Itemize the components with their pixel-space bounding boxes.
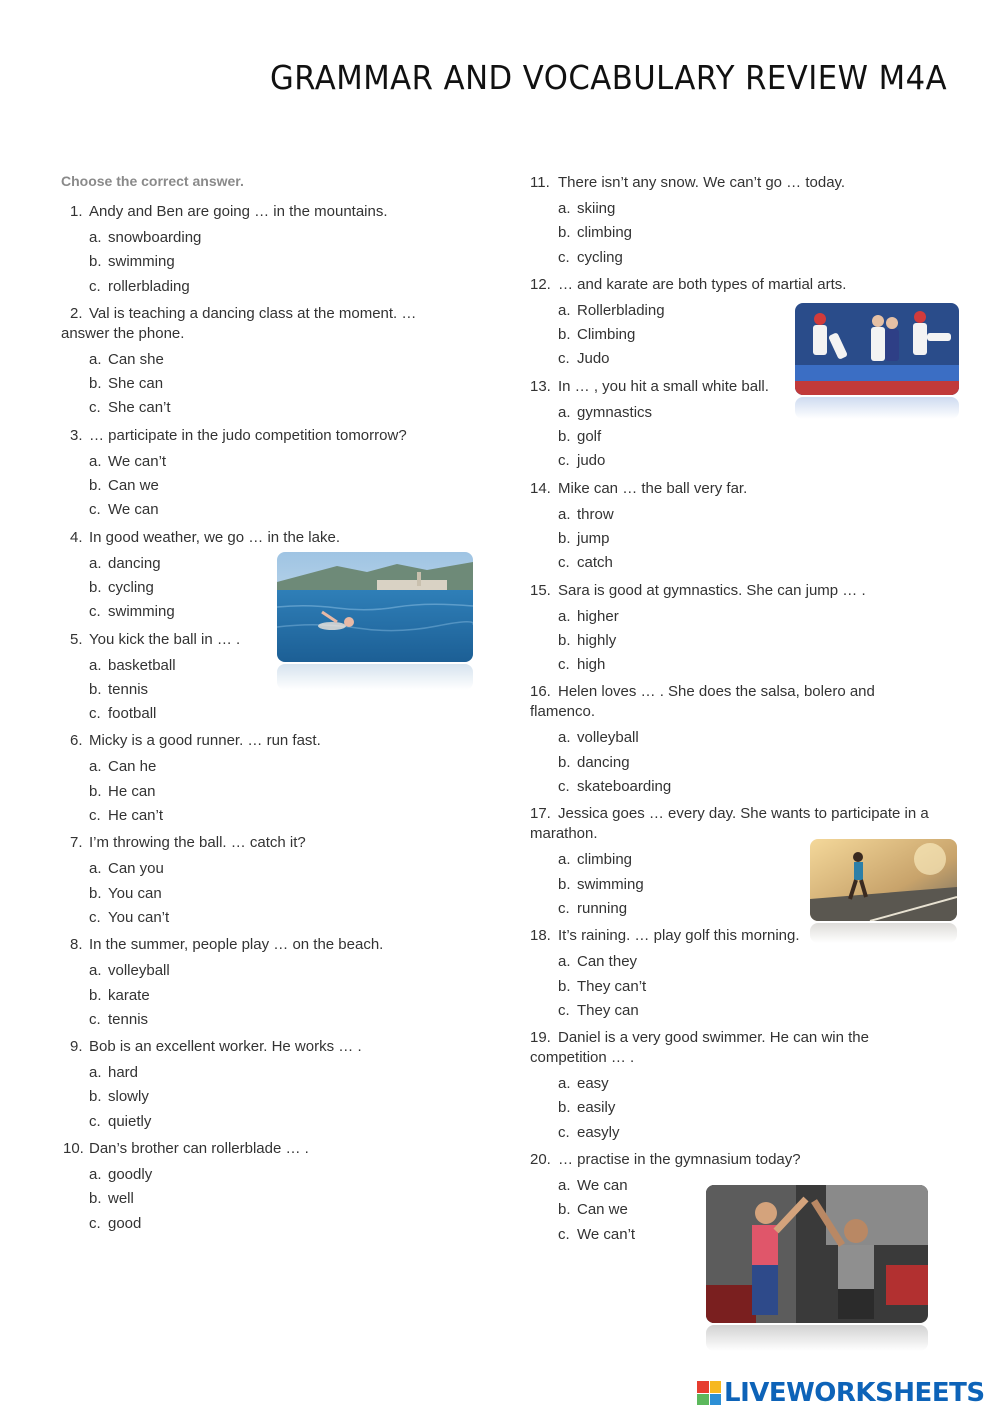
question-text: You kick the ball in … . bbox=[89, 630, 241, 648]
option-text: judo bbox=[577, 452, 606, 470]
option-b[interactable] bbox=[530, 527, 960, 551]
option-b[interactable] bbox=[61, 1085, 481, 1109]
option-letter: a. bbox=[89, 350, 102, 368]
option-letter: b. bbox=[89, 477, 102, 495]
option-c[interactable] bbox=[61, 906, 481, 930]
gym-high-five-photo bbox=[706, 1185, 928, 1323]
option-letter: c. bbox=[89, 399, 101, 417]
option-c[interactable] bbox=[61, 1110, 481, 1134]
option-letter: a. bbox=[558, 953, 571, 971]
option-letter: c. bbox=[558, 1123, 570, 1141]
question-text: Micky is a good runner. … run fast. bbox=[89, 732, 321, 750]
option-letter: b. bbox=[89, 782, 102, 800]
option-letter: a. bbox=[558, 607, 571, 625]
lake-swimmer-photo bbox=[277, 552, 473, 662]
question-text: Andy and Ben are going … in the mountains. bbox=[89, 203, 388, 220]
option-text: catch bbox=[577, 554, 613, 572]
question-7 bbox=[61, 833, 481, 930]
option-letter: c. bbox=[89, 277, 101, 295]
option-letter: c. bbox=[89, 908, 101, 926]
option-letter: c. bbox=[89, 1010, 101, 1028]
option-text: Can you bbox=[108, 860, 164, 878]
option-text: Can she bbox=[108, 350, 164, 368]
option-text: Judo bbox=[577, 350, 610, 368]
option-text: We can bbox=[108, 501, 159, 519]
question-text-continued: competition … . bbox=[530, 1049, 635, 1067]
option-b[interactable] bbox=[61, 474, 481, 498]
option-b[interactable] bbox=[530, 975, 960, 999]
option-text: Can we bbox=[577, 1201, 628, 1219]
question-16 bbox=[530, 682, 960, 799]
runner-photo bbox=[810, 839, 957, 921]
option-letter: b. bbox=[89, 1088, 102, 1106]
question-9 bbox=[61, 1037, 481, 1134]
option-a[interactable] bbox=[61, 959, 481, 983]
question-number: 7. bbox=[70, 834, 83, 852]
question-number: 20. bbox=[530, 1151, 551, 1169]
option-text: golf bbox=[577, 428, 602, 446]
option-text: skateboarding bbox=[577, 778, 672, 796]
option-text: volleyball bbox=[577, 729, 639, 747]
option-text: rollerblading bbox=[108, 277, 190, 295]
question-text-continued: flamenco. bbox=[530, 703, 596, 721]
option-c[interactable] bbox=[61, 1212, 481, 1236]
option-text: She can bbox=[108, 375, 164, 393]
option-c[interactable] bbox=[530, 653, 960, 677]
option-text: quietly bbox=[108, 1112, 152, 1130]
option-b[interactable] bbox=[61, 780, 481, 804]
question-number: 17. bbox=[530, 805, 551, 823]
option-a[interactable] bbox=[530, 605, 960, 629]
question-number: 14. bbox=[530, 479, 551, 497]
option-text: tennis bbox=[108, 680, 149, 698]
question-number: 16. bbox=[530, 683, 551, 701]
option-a[interactable] bbox=[530, 950, 960, 974]
option-a[interactable] bbox=[530, 1072, 960, 1096]
option-text: swimming bbox=[108, 603, 175, 621]
option-b[interactable] bbox=[61, 1187, 481, 1211]
option-letter: b. bbox=[558, 631, 571, 649]
liveworksheets-logo-icon bbox=[697, 1381, 721, 1405]
option-text: We can bbox=[577, 1177, 628, 1195]
question-number: 10. bbox=[63, 1140, 84, 1158]
option-letter: a. bbox=[89, 229, 102, 246]
option-text: swimming bbox=[108, 253, 175, 271]
option-text: well bbox=[108, 1190, 134, 1208]
option-a[interactable] bbox=[530, 726, 960, 750]
option-text: jump bbox=[577, 529, 610, 547]
question-number: 3. bbox=[70, 426, 83, 444]
question-2 bbox=[61, 304, 481, 421]
runner-photo-reflection bbox=[810, 923, 957, 943]
question-number: 1. bbox=[70, 203, 83, 220]
option-letter: c. bbox=[558, 1225, 570, 1243]
option-text: They can bbox=[577, 1001, 639, 1019]
question-number: 2. bbox=[70, 304, 83, 322]
option-letter: b. bbox=[558, 529, 571, 547]
question-14 bbox=[530, 479, 960, 576]
option-c[interactable] bbox=[530, 449, 960, 473]
option-c[interactable] bbox=[61, 498, 481, 522]
option-text: swimming bbox=[577, 875, 644, 893]
gym-photo-reflection bbox=[706, 1325, 928, 1351]
option-text: You can bbox=[108, 884, 162, 902]
option-a[interactable] bbox=[61, 450, 481, 474]
option-text: Can we bbox=[108, 477, 159, 495]
question-11 bbox=[530, 173, 960, 270]
option-text: climbing bbox=[577, 851, 633, 869]
option-letter: c. bbox=[558, 1001, 570, 1019]
question-text: It’s raining. … play golf this morning. bbox=[558, 927, 800, 945]
question-text: Sara is good at gymnastics. She can jump … . bbox=[558, 581, 866, 599]
option-a[interactable] bbox=[61, 755, 481, 779]
question-text: In the summer, people play … on the beach. bbox=[89, 936, 384, 954]
option-text: Can they bbox=[577, 953, 638, 971]
option-letter: b. bbox=[89, 680, 102, 698]
option-text: She can’t bbox=[108, 399, 171, 417]
question-number: 6. bbox=[70, 732, 83, 750]
question-number: 19. bbox=[530, 1029, 551, 1047]
option-letter: b. bbox=[558, 977, 571, 995]
option-c[interactable] bbox=[61, 396, 481, 420]
option-letter: b. bbox=[558, 875, 571, 893]
option-text: tennis bbox=[108, 1010, 149, 1028]
option-text: Rollerblading bbox=[577, 301, 665, 319]
option-b[interactable] bbox=[61, 372, 481, 396]
option-text: dancing bbox=[108, 554, 161, 572]
option-letter: a. bbox=[89, 962, 102, 980]
question-text: … practise in the gymnasium today? bbox=[558, 1151, 801, 1169]
option-b[interactable] bbox=[530, 425, 960, 449]
option-text: higher bbox=[577, 607, 619, 625]
question-number: 9. bbox=[70, 1038, 83, 1056]
option-letter: c. bbox=[558, 554, 570, 572]
option-letter: b. bbox=[558, 753, 571, 771]
option-letter: b. bbox=[558, 1099, 571, 1117]
option-text: good bbox=[108, 1214, 142, 1232]
option-letter: a. bbox=[558, 200, 571, 217]
option-text: We can’t bbox=[108, 452, 167, 470]
option-a[interactable] bbox=[61, 1061, 481, 1085]
question-8 bbox=[61, 935, 481, 1032]
option-letter: b. bbox=[89, 986, 102, 1004]
question-10 bbox=[61, 1139, 481, 1236]
question-text: I’m throwing the ball. … catch it? bbox=[89, 834, 306, 852]
option-letter: c. bbox=[89, 807, 101, 825]
option-text: karate bbox=[108, 986, 150, 1004]
question-number: 13. bbox=[530, 377, 551, 395]
option-b[interactable] bbox=[530, 1096, 960, 1120]
option-text: You can’t bbox=[108, 908, 170, 926]
option-letter: b. bbox=[558, 326, 571, 344]
option-letter: c. bbox=[558, 350, 570, 368]
option-a[interactable] bbox=[61, 1163, 481, 1187]
question-6 bbox=[61, 731, 481, 828]
option-letter: b. bbox=[89, 1190, 102, 1208]
question-number: 18. bbox=[530, 927, 551, 945]
option-text: easyly bbox=[577, 1123, 620, 1141]
option-text: easy bbox=[577, 1075, 609, 1093]
liveworksheets-logo[interactable] bbox=[697, 1378, 985, 1408]
option-letter: b. bbox=[89, 253, 102, 271]
question-text: In good weather, we go … in the lake. bbox=[89, 528, 340, 546]
option-letter: a. bbox=[89, 1064, 102, 1082]
option-text: snowboarding bbox=[108, 229, 202, 246]
martial-arts-photo bbox=[795, 303, 959, 395]
question-text: … and karate are both types of martial arts. bbox=[558, 275, 847, 293]
option-letter: c. bbox=[89, 705, 101, 723]
option-a[interactable] bbox=[61, 348, 481, 372]
option-b[interactable] bbox=[530, 751, 960, 775]
option-text: skiing bbox=[577, 200, 616, 217]
option-letter: a. bbox=[558, 851, 571, 869]
question-text-continued: answer the phone. bbox=[61, 324, 185, 342]
option-text: basketball bbox=[108, 656, 176, 674]
question-number: 4. bbox=[70, 528, 83, 546]
option-c[interactable] bbox=[61, 275, 481, 299]
option-text: goodly bbox=[108, 1166, 153, 1184]
option-b[interactable] bbox=[61, 882, 481, 906]
option-text: Climbing bbox=[577, 326, 636, 344]
lake-photo-reflection bbox=[277, 664, 473, 690]
option-letter: a. bbox=[558, 301, 571, 319]
option-letter: c. bbox=[558, 248, 570, 266]
option-text: volleyball bbox=[108, 962, 170, 980]
question-1 bbox=[61, 202, 481, 299]
option-text: dancing bbox=[577, 753, 630, 771]
option-letter: c. bbox=[89, 603, 101, 621]
question-number: 11. bbox=[530, 174, 550, 191]
option-c[interactable] bbox=[530, 775, 960, 799]
option-text: They can’t bbox=[577, 977, 647, 995]
question-text: There isn’t any snow. We can’t go … today. bbox=[558, 174, 846, 191]
option-letter: b. bbox=[558, 1201, 571, 1219]
option-text: gymnastics bbox=[577, 403, 653, 421]
option-c[interactable] bbox=[61, 1008, 481, 1032]
question-text: … participate in the judo competition tomorrow? bbox=[89, 426, 407, 444]
option-b[interactable] bbox=[530, 629, 960, 653]
option-text: slowly bbox=[108, 1088, 149, 1106]
option-letter: a. bbox=[558, 505, 571, 523]
question-text: Bob is an excellent worker. He works … . bbox=[89, 1038, 362, 1056]
question-15 bbox=[530, 581, 960, 678]
option-c[interactable] bbox=[530, 1121, 960, 1145]
question-text: Jessica goes … every day. She wants to participate in a bbox=[558, 805, 929, 823]
option-letter: c. bbox=[558, 656, 570, 674]
question-text: Val is teaching a dancing class at the moment. … bbox=[89, 304, 417, 322]
option-a[interactable] bbox=[530, 503, 960, 527]
option-a[interactable] bbox=[61, 857, 481, 881]
martial-arts-photo-reflection bbox=[795, 397, 959, 419]
option-text: high bbox=[577, 656, 606, 674]
option-text: easily bbox=[577, 1099, 616, 1117]
option-letter: b. bbox=[89, 375, 102, 393]
option-c[interactable] bbox=[530, 999, 960, 1023]
option-text: cycling bbox=[108, 578, 154, 596]
option-text: cycling bbox=[577, 248, 623, 266]
option-letter: a. bbox=[89, 860, 102, 878]
option-letter: c. bbox=[89, 501, 101, 519]
option-text: hard bbox=[108, 1064, 139, 1082]
option-a[interactable] bbox=[530, 197, 960, 221]
option-letter: a. bbox=[558, 1075, 571, 1093]
option-text: football bbox=[108, 705, 157, 723]
question-text: Helen loves … . She does the salsa, bolero and bbox=[558, 683, 875, 701]
question-number: 5. bbox=[70, 630, 83, 648]
page-title: GRAMMAR AND VOCABULARY REVIEW M4A bbox=[270, 58, 948, 97]
question-number: 12. bbox=[530, 275, 551, 293]
option-b[interactable] bbox=[530, 221, 960, 245]
question-text: Dan’s brother can rollerblade … . bbox=[89, 1140, 309, 1158]
question-number: 15. bbox=[530, 581, 551, 599]
question-3 bbox=[61, 426, 481, 523]
option-c[interactable] bbox=[530, 551, 960, 575]
option-text: He can’t bbox=[108, 807, 164, 825]
option-c[interactable] bbox=[61, 702, 481, 726]
option-letter: b. bbox=[89, 884, 102, 902]
question-text-continued: marathon. bbox=[530, 825, 598, 843]
option-c[interactable] bbox=[61, 804, 481, 828]
question-text: Mike can … the ball very far. bbox=[558, 479, 748, 497]
option-text: climbing bbox=[577, 224, 633, 242]
option-text: Can he bbox=[108, 758, 157, 776]
option-letter: b. bbox=[89, 578, 102, 596]
option-a[interactable] bbox=[61, 226, 481, 250]
option-letter: c. bbox=[89, 1112, 101, 1130]
question-19 bbox=[530, 1028, 960, 1145]
liveworksheets-logo-text: LIVEWORKSHEETS bbox=[724, 1378, 985, 1408]
option-letter: a. bbox=[558, 403, 571, 421]
option-b[interactable] bbox=[61, 984, 481, 1008]
instruction: Choose the correct answer. bbox=[61, 173, 244, 189]
option-letter: a. bbox=[89, 656, 102, 674]
option-text: We can’t bbox=[577, 1225, 636, 1243]
option-text: He can bbox=[108, 782, 156, 800]
option-letter: a. bbox=[558, 729, 571, 747]
question-number: 8. bbox=[70, 936, 83, 954]
option-text: running bbox=[577, 899, 628, 917]
option-letter: a. bbox=[89, 758, 102, 776]
option-letter: b. bbox=[558, 428, 571, 446]
option-letter: c. bbox=[558, 452, 570, 470]
option-c[interactable] bbox=[530, 246, 960, 270]
option-letter: b. bbox=[558, 224, 571, 242]
option-letter: a. bbox=[89, 1166, 102, 1184]
option-letter: a. bbox=[558, 1177, 571, 1195]
option-b[interactable] bbox=[61, 250, 481, 274]
option-letter: a. bbox=[89, 452, 102, 470]
option-text: throw bbox=[577, 505, 614, 523]
option-text: highly bbox=[577, 631, 617, 649]
option-letter: c. bbox=[558, 778, 570, 796]
option-letter: c. bbox=[89, 1214, 101, 1232]
question-text: Daniel is a very good swimmer. He can win the bbox=[558, 1029, 869, 1047]
questions-left-column bbox=[61, 202, 481, 1236]
option-letter: a. bbox=[89, 554, 102, 572]
option-letter: c. bbox=[558, 899, 570, 917]
question-text: In … , you hit a small white ball. bbox=[558, 377, 769, 395]
